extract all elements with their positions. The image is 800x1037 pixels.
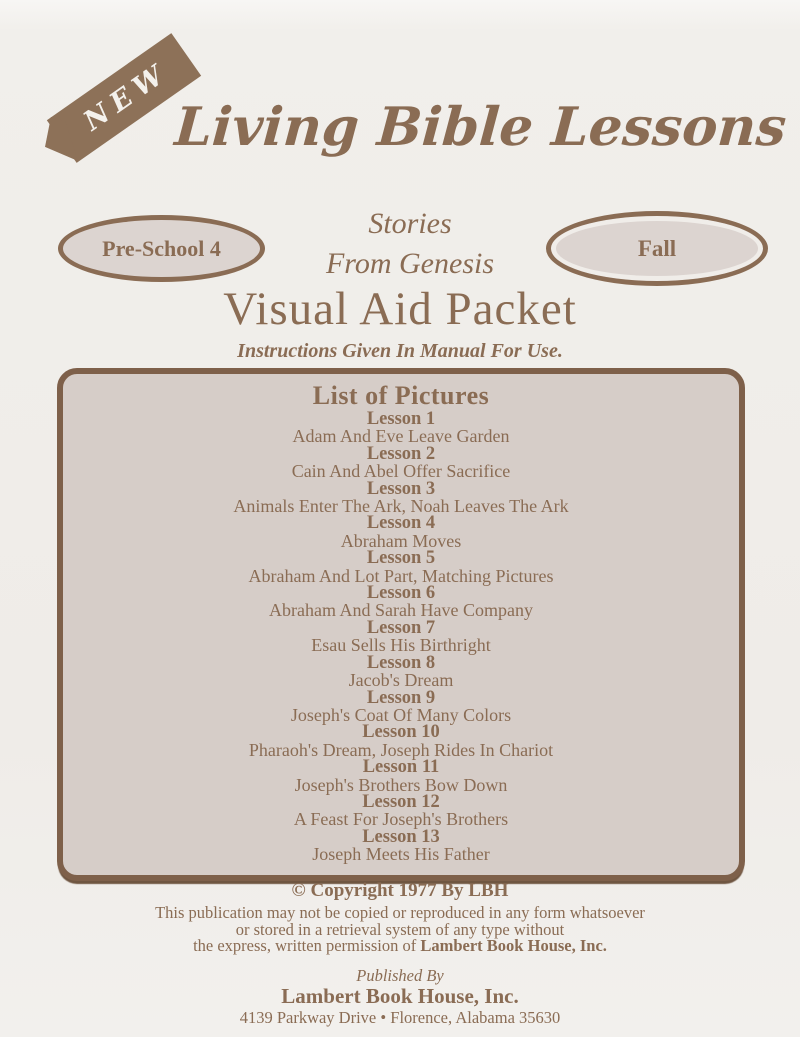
publisher-address: 4139 Parkway Drive • Florence, Alabama 35630 — [239, 1007, 561, 1027]
lesson-title: Animals Enter The Ark, Noah Leaves The Ark — [233, 496, 569, 517]
lesson-label: Lesson 12 — [362, 791, 440, 812]
published-by-label: Published By — [356, 965, 444, 985]
lesson-item — [63, 759, 739, 794]
page-title: Living Bible Lessons — [172, 96, 789, 158]
lesson-item — [63, 652, 739, 691]
lesson-title: Joseph's Brothers Bow Down — [294, 774, 508, 795]
lesson-label: Lesson 7 — [366, 617, 436, 638]
season-badge — [546, 211, 768, 286]
lesson-title: Esau Sells His Birthright — [311, 635, 491, 656]
lesson-title: Joseph Meets His Father — [312, 844, 490, 865]
lesson-label: Lesson 11 — [362, 757, 440, 778]
footer — [0, 880, 800, 1027]
lesson-label: Lesson 9 — [366, 687, 436, 708]
lesson-item — [63, 411, 739, 446]
instructions-note: Instructions Given In Manual For Use. — [237, 340, 563, 362]
lesson-title: Joseph's Coat Of Many Colors — [290, 704, 512, 725]
copyright-line: © Copyright 1977 By LBH — [291, 880, 509, 901]
lesson-label: Lesson 1 — [366, 409, 436, 429]
lesson-item — [63, 515, 739, 550]
subtitle-line2: From Genesis — [325, 247, 495, 280]
lesson-title: Jacob's Dream — [348, 670, 454, 691]
lesson-label: Lesson 10 — [362, 722, 440, 743]
lesson-label: Lesson 13 — [362, 826, 440, 847]
lesson-label: Lesson 8 — [366, 652, 436, 673]
pictures-box — [57, 368, 745, 881]
lesson-item — [63, 724, 739, 759]
packet-heading: Visual Aid Packet — [223, 283, 577, 335]
lesson-label: Lesson 4 — [366, 513, 436, 534]
lesson-item — [63, 478, 739, 517]
pictures-box-title: List of Pictures — [312, 381, 490, 410]
lesson-item — [63, 550, 739, 585]
lesson-title: Abraham And Sarah Have Company — [269, 600, 533, 621]
lesson-item — [63, 826, 739, 865]
lesson-title: Abraham Moves — [340, 530, 462, 551]
lesson-item — [63, 617, 739, 656]
lesson-label: Lesson 2 — [366, 443, 436, 464]
new-ribbon-label: NEW — [78, 55, 175, 137]
lesson-title: Pharaoh's Dream, Joseph Rides In Chariot — [248, 739, 554, 760]
lesson-title: Adam And Eve Leave Garden — [292, 426, 510, 447]
copyright-notice-line3-text: the express, written permission of — [193, 936, 421, 955]
copyright-notice-line2: or stored in a retrieval system of any type without — [235, 919, 565, 939]
lesson-title: Cain And Abel Offer Sacrifice — [291, 461, 511, 482]
lesson-item — [63, 585, 739, 620]
grade-badge — [58, 215, 265, 282]
publisher-name: Lambert Book House, Inc. — [281, 983, 519, 1008]
lesson-label: Lesson 3 — [366, 478, 436, 499]
lesson-list — [63, 411, 739, 864]
lesson-title: Abraham And Lot Part, Matching Pictures — [248, 565, 554, 586]
copyright-notice-line3 — [0, 938, 800, 955]
lesson-label: Lesson 5 — [366, 548, 436, 569]
copyright-notice-line1: This publication may not be copied or reproduced in any form whatsoever — [155, 903, 645, 922]
subtitle — [250, 204, 570, 284]
lesson-item — [63, 791, 739, 830]
lesson-label: Lesson 6 — [366, 583, 436, 604]
lesson-item — [63, 443, 739, 482]
season-badge-label: Fall — [637, 235, 677, 261]
lesson-item — [63, 687, 739, 725]
copyright-notice-line3-publisher: Lambert Book House, Inc. — [420, 936, 607, 955]
grade-badge-label: Pre-School 4 — [102, 235, 221, 261]
subtitle-line1: Stories — [368, 207, 452, 240]
lesson-title: A Feast For Joseph's Brothers — [293, 809, 509, 830]
